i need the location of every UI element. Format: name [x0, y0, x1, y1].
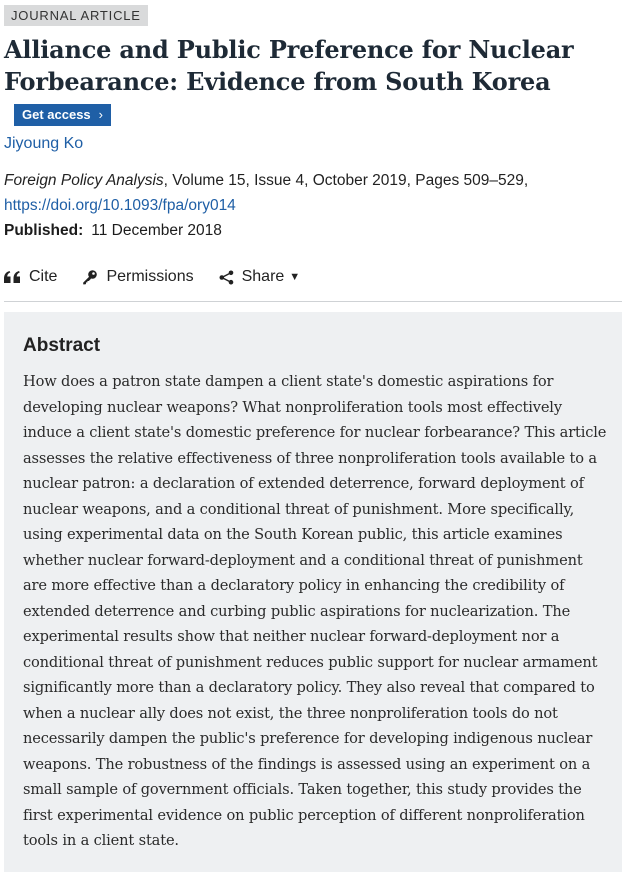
- cite-button[interactable]: [4, 268, 57, 286]
- article-type-badge: JOURNAL ARTICLE: [4, 5, 148, 26]
- abstract-heading: Abstract: [23, 335, 101, 356]
- get-access-button[interactable]: [14, 104, 111, 126]
- article-title: [4, 34, 622, 130]
- article-page: [4, 5, 622, 872]
- published-row: [4, 218, 622, 243]
- get-access-label: Get access: [22, 107, 91, 122]
- caret-down-icon: ▼: [289, 271, 301, 283]
- share-label: Share: [241, 268, 285, 285]
- author-link[interactable]: Jiyoung Ko: [4, 135, 84, 152]
- citation-details: , Volume 15, Issue 4, October 2019, Pages 509–529,: [163, 172, 529, 189]
- share-button[interactable]: [219, 268, 301, 286]
- abstract-section: [4, 312, 622, 872]
- cite-label: Cite: [29, 268, 58, 285]
- doi-link[interactable]: https://doi.org/10.1093/fpa/ory014: [4, 197, 236, 214]
- citation: [4, 168, 622, 218]
- quote-icon: [4, 271, 21, 283]
- article-title-line1: Alliance and Public Preference for Nuclear: [4, 35, 574, 64]
- article-title-line2: Forbearance: Evidence from South Korea: [4, 67, 551, 96]
- share-icon: [219, 270, 234, 285]
- journal-name: Foreign Policy Analysis: [4, 172, 164, 189]
- permissions-button[interactable]: [82, 268, 193, 286]
- abstract-text: How does a patron state dampen a client state's domestic aspirations for developing nuclear weapons? What nonproliferation tools most effectively induce a client state's domestic preference for nuclear forbearance? This article assesses the relative effectiveness of three nonproliferation tools available to a nuclear patron: a declaration of extended deterrence, forward deployment of nuclear weapons, and a conditional threat of punishment. More specifically, using experimental data on the South Korean public, this article examines whether nuclear forward-deployment and a conditional threat of punishment are more effective than a declaratory policy in enhancing the credibility of extended deterrence and curbing public aspirations for nuclearization. The experimental results show that neither nuclear forward-deployment nor a conditional threat of punishment reduces public support for nuclear armament significantly more than a declaratory policy. They also reveal that compared to when a nuclear ally does not exist, the three nonproliferation tools do not necessarily dampen the public's preference for developing indigenous nuclear weapons. The robustness of the findings is assessed using an experiment on a small sample of government officials. Taken together, this study provides the first experimental evidence on public perception of different nonproliferation tools in a client state.: [23, 373, 607, 849]
- article-toolbar: [4, 265, 622, 289]
- key-icon: [82, 269, 98, 285]
- chevron-right-icon: ›: [98, 107, 104, 122]
- permissions-label: Permissions: [106, 268, 194, 285]
- published-label: Published:: [4, 222, 84, 239]
- toolbar-divider: [4, 301, 622, 302]
- published-date: 11 December 2018: [91, 222, 222, 239]
